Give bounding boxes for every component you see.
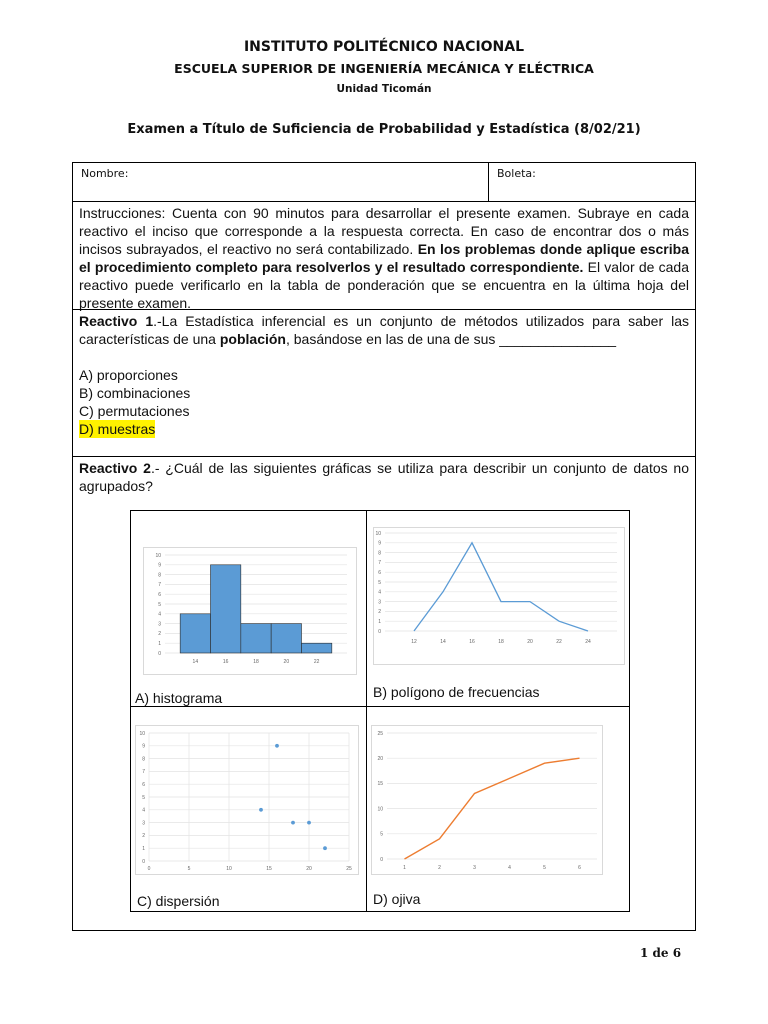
instructions-box xyxy=(72,201,696,310)
scatter-point-2 xyxy=(291,821,295,825)
poly-ytick-1: 1 xyxy=(378,619,381,625)
question-1-text-b: , basándose en las de una de sus _______________ xyxy=(285,331,617,347)
q1-option-d[interactable]: D) muestras xyxy=(79,421,156,437)
instructions-part2: El valor de cada reactivo puede verificarlo en la tabla de ponderación que se encuentra en la última hoja del presente examen. xyxy=(79,259,689,311)
option-a-cell[interactable] xyxy=(131,511,367,707)
ogive-xtick-2: 3 xyxy=(473,865,476,871)
scatter-xtick-3: 15 xyxy=(266,866,272,872)
ogive-xtick-4: 5 xyxy=(543,865,546,871)
hist-bar-3 xyxy=(271,624,301,653)
poly-xtick-3: 18 xyxy=(498,639,504,645)
poly-ytick-7: 7 xyxy=(378,560,381,567)
histogram-chart xyxy=(143,547,357,675)
poly-ytick-4: 4 xyxy=(378,589,381,596)
hist-bar-1 xyxy=(211,565,241,653)
question-1-text-bold: población xyxy=(219,331,286,347)
hist-ytick-4: 4 xyxy=(158,611,161,618)
name-field[interactable] xyxy=(72,162,489,202)
scatter-ytick-7: 7 xyxy=(142,769,145,776)
ogive-ytick-3: 15 xyxy=(377,781,383,788)
hist-xtick-0: 14 xyxy=(192,659,199,665)
page-number: 1 de 6 xyxy=(640,946,682,960)
instructions-text xyxy=(79,204,689,312)
hist-ytick-9: 9 xyxy=(158,562,161,569)
scatter-frame xyxy=(136,726,359,875)
ogive-xtick-0: 1 xyxy=(403,865,406,871)
poly-xtick-1: 14 xyxy=(440,639,446,645)
hist-ytick-1: 1 xyxy=(158,641,161,647)
scatter-xtick-1: 5 xyxy=(187,866,191,872)
frequency-polygon-chart xyxy=(373,527,625,665)
option-c-caption: C) dispersión xyxy=(137,893,220,909)
ogive-ytick-5: 25 xyxy=(377,730,383,737)
poly-xtick-4: 20 xyxy=(527,639,533,645)
hist-ytick-7: 7 xyxy=(158,582,161,589)
scatter-point-0 xyxy=(259,808,263,812)
hist-ytick-6: 6 xyxy=(158,592,161,598)
scatter-ytick-6: 6 xyxy=(142,782,145,788)
question-1-text-a: .-La Estadística inferencial es un conjunto de métodos utilizados para saber las características de una xyxy=(79,313,689,347)
poly-xtick-0: 12 xyxy=(411,639,417,645)
question-2-label: Reactivo 2 xyxy=(79,460,151,476)
id-label: Boleta: xyxy=(497,167,536,180)
scatter-xtick-4: 20 xyxy=(306,866,312,872)
option-c-cell[interactable] xyxy=(131,707,367,911)
q1-option-c[interactable]: C) permutaciones xyxy=(79,403,190,419)
question-1 xyxy=(72,309,696,457)
scatter-chart xyxy=(135,725,359,875)
poly-ytick-5: 5 xyxy=(378,579,381,586)
scatter-xtick-5: 25 xyxy=(346,866,352,872)
scatter-ytick-8: 8 xyxy=(142,756,145,763)
exam-title: Examen a Título de Suficiencia de Probabilidad y Estadística (8/02/21) xyxy=(127,122,641,137)
scatter-ytick-5: 5 xyxy=(142,794,145,801)
poly-ytick-3: 3 xyxy=(378,599,381,606)
poly-ytick-10: 10 xyxy=(375,530,381,537)
hist-ytick-10: 10 xyxy=(155,552,161,559)
hist-ytick-2: 2 xyxy=(158,631,161,638)
question-2-text xyxy=(79,459,689,495)
ogive-ytick-0: 0 xyxy=(380,856,383,863)
hist-frame xyxy=(144,548,357,675)
hist-ytick-8: 8 xyxy=(158,572,161,579)
option-b-cell[interactable] xyxy=(367,511,629,707)
hist-bar-2 xyxy=(241,624,271,653)
ogive-ytick-1: 5 xyxy=(380,831,383,838)
hist-xtick-2: 18 xyxy=(253,659,259,665)
scatter-ytick-1: 1 xyxy=(142,846,145,852)
scatter-ytick-2: 2 xyxy=(142,833,145,840)
ogive-chart xyxy=(371,725,603,875)
ogive-xtick-3: 4 xyxy=(508,865,511,871)
ogive-ytick-4: 20 xyxy=(377,756,383,762)
q1-option-a[interactable]: A) proporciones xyxy=(79,367,178,383)
poly-ytick-8: 8 xyxy=(378,550,381,557)
scatter-ytick-3: 3 xyxy=(142,820,145,827)
scatter-xtick-0: 0 xyxy=(147,866,151,872)
id-field[interactable] xyxy=(488,162,696,202)
hist-bar-0 xyxy=(180,614,210,653)
scatter-ytick-4: 4 xyxy=(142,807,145,814)
question-1-text xyxy=(79,312,689,348)
hist-bar-4 xyxy=(302,643,332,653)
hist-xtick-3: 20 xyxy=(283,659,290,665)
poly-ytick-9: 9 xyxy=(378,540,381,547)
hist-xtick-1: 16 xyxy=(222,659,229,665)
scatter-point-4 xyxy=(323,846,327,850)
hist-ytick-3: 3 xyxy=(158,621,161,628)
scatter-point-3 xyxy=(307,821,311,825)
option-b-caption: B) polígono de frecuencias xyxy=(373,684,540,700)
scatter-ytick-10: 10 xyxy=(139,730,145,737)
scatter-ytick-0: 0 xyxy=(142,858,145,865)
ogive-xtick-5: 6 xyxy=(578,865,581,871)
name-label: Nombre: xyxy=(81,167,129,180)
poly-xtick-5: 22 xyxy=(556,639,562,645)
question-2-text-body: .- ¿Cuál de las siguientes gráficas se utiliza para describir un conjunto de datos no agrupados? xyxy=(79,460,689,494)
scatter-ytick-9: 9 xyxy=(142,743,145,750)
school-title: ESCUELA SUPERIOR DE INGENIERÍA MECÁNICA Y ELÉCTRICA xyxy=(174,61,594,76)
hist-ytick-0: 0 xyxy=(158,650,161,657)
ogive-frame xyxy=(372,726,603,875)
poly-xtick-6: 24 xyxy=(585,639,591,645)
scatter-xtick-2: 10 xyxy=(226,866,232,872)
scatter-point-1 xyxy=(275,744,279,748)
option-a-caption: A) histograma xyxy=(135,690,223,706)
poly-xtick-2: 16 xyxy=(469,639,475,645)
ogive-xtick-1: 2 xyxy=(438,865,441,871)
institution-title: INSTITUTO POLITÉCNICO NACIONAL xyxy=(243,39,525,55)
option-d-caption: D) ojiva xyxy=(373,891,421,907)
instructions-part1: Instrucciones: Cuenta con 90 minutos para desarrollar el presente examen. Subraye en cada reactivo el inciso que corresponde a la respuesta correcta. En caso de encontrar dos o más incisos subrayados, el reactivo no será contabilizado. xyxy=(79,205,689,257)
unit-title: Unidad Ticomán xyxy=(336,83,432,95)
hist-ytick-5: 5 xyxy=(158,601,161,608)
poly-ytick-6: 6 xyxy=(378,570,381,576)
instructions-bold: En los problemas donde aplique escriba el procedimiento completo para resolverlos y el resultado correspondiente. xyxy=(79,241,689,275)
ogive-ytick-2: 10 xyxy=(377,806,383,813)
hist-xtick-4: 22 xyxy=(313,659,320,665)
q1-option-b[interactable]: B) combinaciones xyxy=(79,385,191,401)
poly-ytick-2: 2 xyxy=(378,609,381,616)
chart-options-grid xyxy=(130,510,630,912)
option-d-cell[interactable] xyxy=(367,707,629,911)
poly-ytick-0: 0 xyxy=(378,628,381,635)
question-1-label: Reactivo 1 xyxy=(79,313,154,329)
